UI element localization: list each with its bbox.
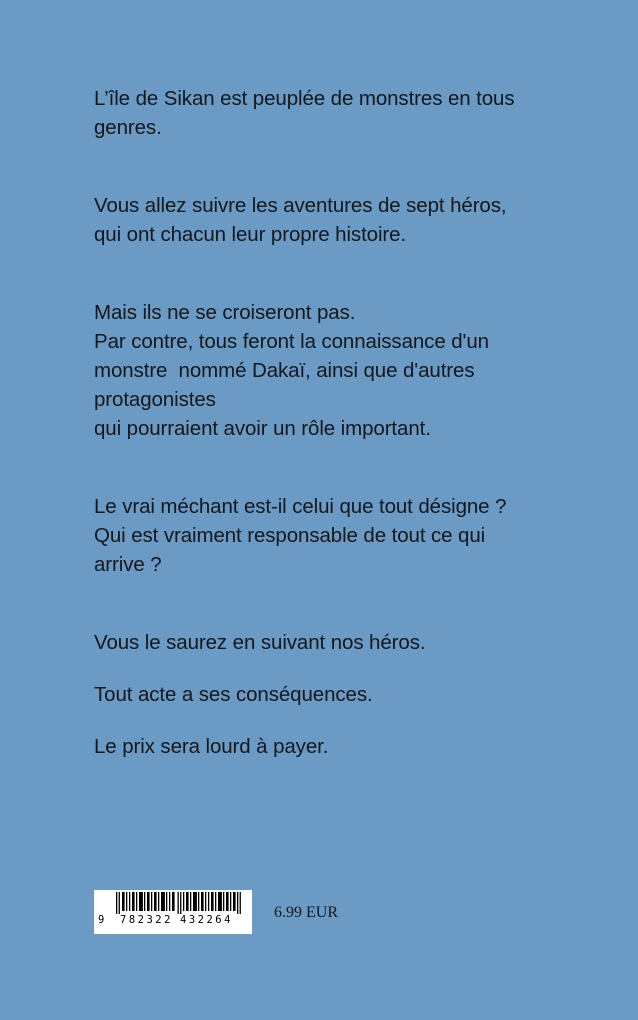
text-line: Le prix sera lourd à payer. <box>94 735 329 758</box>
paragraph-dakai <box>94 298 564 443</box>
paragraph-consequences <box>94 680 564 709</box>
text-line: Vous le saurez en suivant nos héros. <box>94 631 426 654</box>
paragraph-island <box>94 84 564 142</box>
paragraph-heroes <box>94 191 564 249</box>
text-line: monstre nommé Dakaï, ainsi que d'autres <box>94 359 475 382</box>
text-line: L’île de Sikan est peuplée de monstres en tous <box>94 87 515 110</box>
text-line: qui pourraient avoir un rôle important. <box>94 417 431 440</box>
isbn-left-group: 782322 <box>120 914 173 926</box>
text-line: genres. <box>94 116 162 139</box>
barcode-bars <box>116 892 246 914</box>
text-line: Mais ils ne se croiseront pas. <box>94 301 356 324</box>
text-line: Vous allez suivre les aventures de sept héros, <box>94 194 507 217</box>
text-line: protagonistes <box>94 388 216 411</box>
isbn-barcode <box>94 890 252 934</box>
text-line: Tout acte a ses conséquences. <box>94 683 373 706</box>
text-line: arrive ? <box>94 553 162 576</box>
text-line: Qui est vraiment responsable de tout ce qui <box>94 524 486 547</box>
isbn-right-group: 432264 <box>180 914 233 926</box>
paragraph-price-heavy <box>94 732 564 761</box>
blurb-text <box>94 84 564 761</box>
paragraph-follow <box>94 628 564 657</box>
text-line: Le vrai méchant est-il celui que tout désigne ? <box>94 495 507 518</box>
text-line: Par contre, tous feront la connaissance d'un <box>94 330 489 353</box>
price-label: 6.99 EUR <box>274 904 338 921</box>
isbn-first-digit: 9 <box>98 914 105 926</box>
paragraph-villain <box>94 492 564 579</box>
text-line: qui ont chacun leur propre histoire. <box>94 223 407 246</box>
